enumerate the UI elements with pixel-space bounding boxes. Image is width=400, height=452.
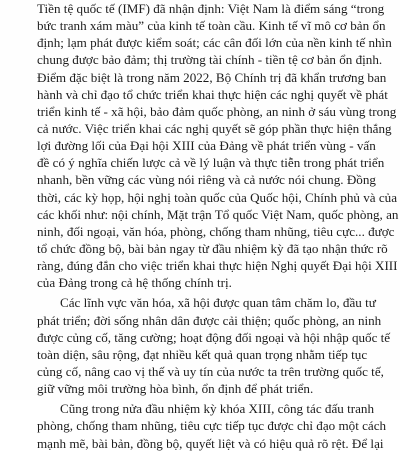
text-line: Cũng trong nửa đầu nhiệm kỳ khóa XIII, công tác đấu tranh — [60, 401, 374, 417]
text-line: các khối như: nội chính, Mặt trận Tổ quốc Việt Nam, quốc phòng, an — [37, 206, 399, 222]
text-line: ràng, đúng đắn cho việc triển khai thực hiện Nghị quyết Đại hội XIII — [37, 258, 398, 274]
text-line: phát triển; đời sống nhân dân được cải thiện; quốc phòng, an ninh — [37, 312, 382, 328]
text-line: của Đảng trong cả hệ thống chính trị. — [37, 275, 232, 291]
text-line: củng cố, nâng cao vị thế và uy tín của nước ta trên trường quốc tế, — [37, 363, 384, 379]
text-line: lợi đường lối của Đại hội XIII của Đảng về phát triển vùng - vấn — [37, 138, 376, 154]
paragraph — [37, 294, 391, 397]
text-line: định; lạm phát được kiểm soát; các cân đối lớn của nền kinh tế nhìn — [37, 35, 392, 51]
text-line: thời, các kỳ họp, hội nghị toàn quốc của Quốc hội, Chính phủ và của — [37, 189, 398, 205]
body-text — [37, 0, 399, 452]
text-line: giữ vững môi trường hòa bình, ổn định để phát triển. — [37, 381, 314, 397]
paragraph — [37, 400, 387, 451]
text-line: toàn diện, sâu rộng, đạt nhiều kết quả quan trọng nhằm tiếp tục — [37, 346, 368, 362]
text-line: hành và chỉ đạo tổ chức triển khai thực hiện các nghị quyết về phát — [37, 86, 388, 102]
text-line: bức tranh xám màu” của kinh tế toàn cầu. Kinh tế vĩ mô cơ bản ổn — [37, 18, 386, 34]
text-line: cả nước. Việc triển khai các nghị quyết sẽ góp phần thực hiện thắng — [37, 120, 392, 136]
text-line: Các lĩnh vực văn hóa, xã hội được quan tâm chăm lo, đầu tư — [60, 295, 376, 311]
text-line: Điểm đặc biệt là trong năm 2022, Bộ Chính trị đã khẩn trương ban — [37, 69, 387, 85]
text-line: đề có ý nghĩa chiến lược cả về lý luận và thực tiễn trong phát triển — [37, 155, 385, 171]
text-line: ninh, đối ngoại, văn hóa, phòng, chống tham nhũng, tiêu cực... được — [37, 223, 395, 239]
text-line: Tiền tệ quốc tế (IMF) đã nhận định: Việt Nam là điểm sáng “trong — [37, 1, 385, 16]
paragraph — [37, 0, 399, 291]
text-line: tổ chức đồng bộ, bài bản ngay từ đầu nhiệm kỳ đã tạo nhận thức rõ — [37, 240, 388, 256]
text-line: mạnh mẽ, bài bản, đồng bộ, quyết liệt và có hiệu quả rõ rệt. Để lại — [37, 435, 384, 451]
text-line: phòng, chống tham nhũng, tiêu cực tiếp tục được chỉ đạo một cách — [37, 418, 387, 434]
text-line: được củng cố, tăng cường; hoạt động đối ngoại và hội nhập quốc tế — [37, 329, 391, 345]
text-line: triển kinh tế - xã hội, bảo đảm quốc phòng, an ninh ở sáu vùng trong — [37, 103, 397, 119]
text-line: chung được bảo đảm; thị trường tài chính - tiền tệ cơ bản ổn định. — [37, 52, 383, 68]
text-line: nhanh, bền vững các vùng nói riêng và cả nước nói chung. Đồng — [37, 172, 376, 188]
